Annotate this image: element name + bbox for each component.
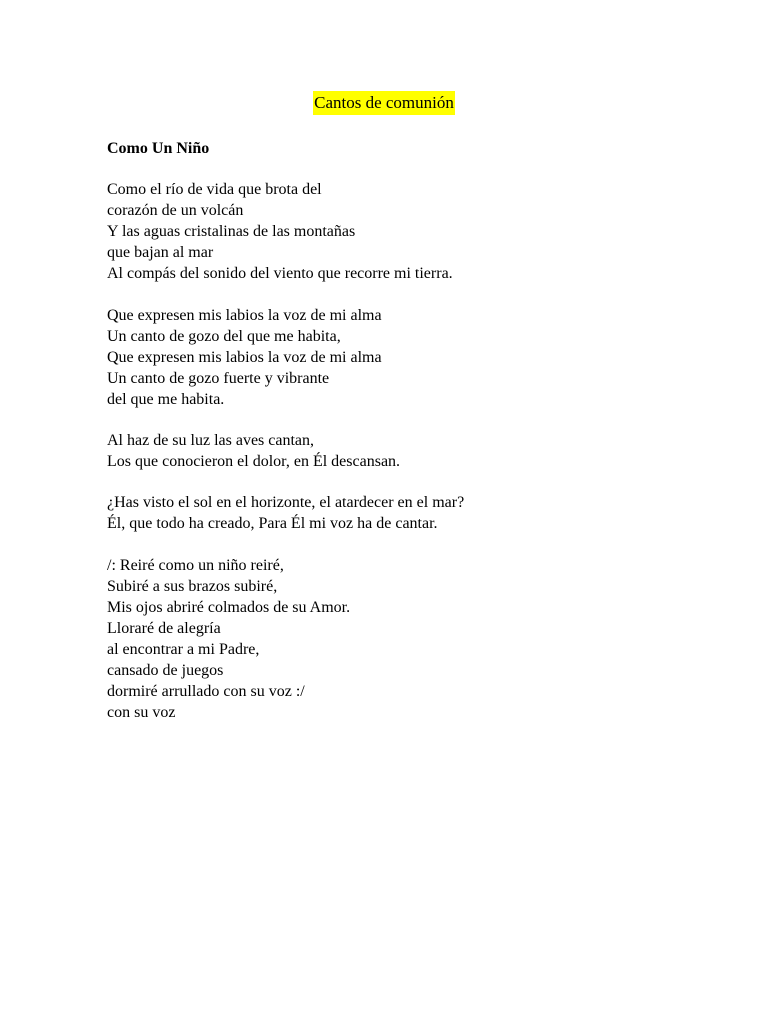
lyric-line: que bajan al mar [107, 244, 214, 261]
stanza-2 [107, 305, 382, 410]
song-title: Como Un Niño [107, 140, 210, 157]
lyric-line: Subiré a sus brazos subiré, [107, 578, 278, 595]
lyric-line: cansado de juegos [107, 662, 224, 679]
lyric-line: Mis ojos abriré colmados de su Amor. [107, 599, 351, 616]
lyric-line: Al haz de su luz las aves cantan, [107, 432, 315, 449]
lyric-line: del que me habita. [107, 391, 225, 408]
lyric-line: dormiré arrullado con su voz :/ [107, 683, 305, 700]
stanza-3 [107, 430, 400, 472]
lyric-line: Él, que todo ha creado, Para Él mi voz ha de cantar. [107, 515, 438, 532]
lyric-line: con su voz [107, 704, 176, 721]
lyric-line: /: Reiré como un niño reiré, [107, 557, 284, 574]
lyric-line: Un canto de gozo del que me habita, [107, 328, 341, 345]
stanza-5-chorus [107, 555, 350, 723]
lyric-line: Lloraré de alegría [107, 620, 221, 637]
lyric-line: Los que conocieron el dolor, en Él descansan. [107, 453, 401, 470]
stanza-4 [107, 492, 464, 534]
page-title: Cantos de comunión [313, 91, 455, 115]
stanza-1 [107, 179, 453, 284]
lyric-line: ¿Has visto el sol en el horizonte, el atardecer en el mar? [107, 494, 465, 511]
heading-container [0, 91, 768, 115]
lyric-line: Un canto de gozo fuerte y vibrante [107, 370, 330, 387]
lyric-line: Y las aguas cristalinas de las montañas [107, 223, 356, 240]
lyric-line: corazón de un volcán [107, 202, 244, 219]
lyric-line: Que expresen mis labios la voz de mi alma [107, 349, 382, 366]
lyric-line: Que expresen mis labios la voz de mi alma [107, 307, 382, 324]
lyric-line: al encontrar a mi Padre, [107, 641, 260, 658]
lyric-line: Como el río de vida que brota del [107, 181, 322, 198]
lyric-line: Al compás del sonido del viento que recorre mi tierra. [107, 265, 453, 282]
